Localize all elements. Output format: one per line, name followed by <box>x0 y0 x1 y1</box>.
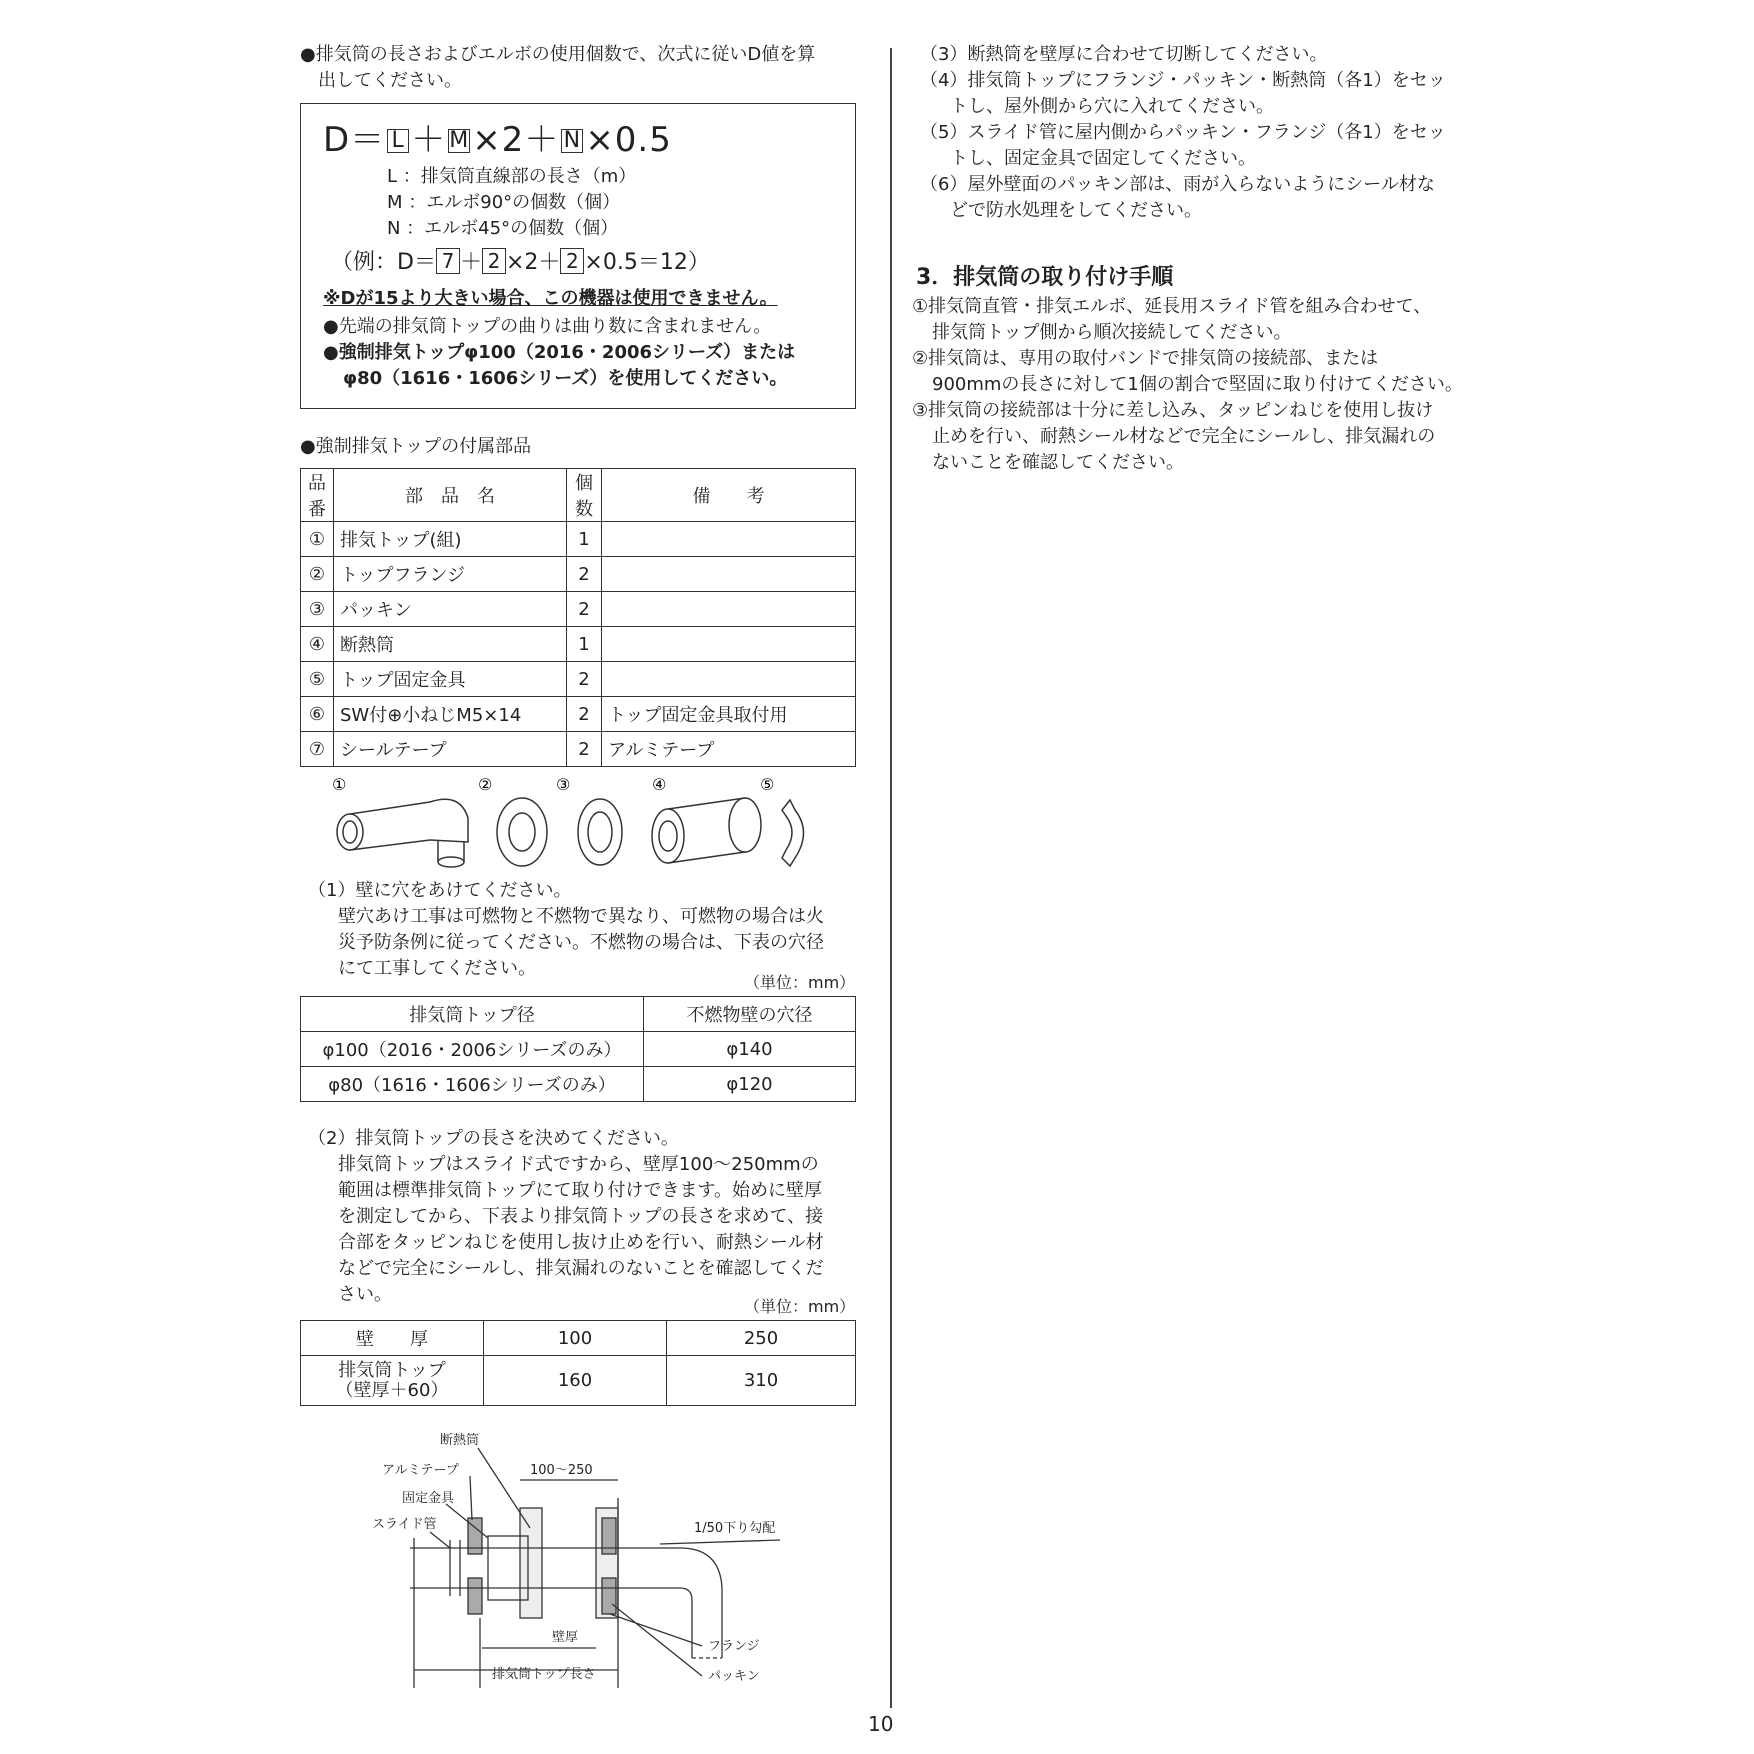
label-flange: フランジ <box>708 1639 760 1654</box>
l-box: L <box>387 129 409 153</box>
bullet-note-2b: φ80（1616・1606シリーズ）を使用してください。 <box>343 368 788 389</box>
procedure-2a: ②排気筒は、専用の取付バンドで排気筒の接続部、または <box>912 348 1379 369</box>
fig-label-4: ④ <box>652 775 667 794</box>
fig-label-1: ① <box>332 775 347 794</box>
header-cell: 備 考 <box>602 469 856 522</box>
def-l: L ：排気筒直線部の長さ（m） <box>387 166 637 187</box>
fig-label-5: ⑤ <box>760 775 775 794</box>
step6-line-1: （6）屋外壁面のパッキン部は、雨が入らないようにシール材な <box>920 174 1435 195</box>
fig-label-2: ② <box>478 775 493 794</box>
label-packing: パッキン <box>708 1669 760 1684</box>
length-table <box>300 1320 856 1406</box>
label-range: 100～250 <box>530 1463 593 1478</box>
m-box: M <box>449 128 470 153</box>
table-row: 壁 厚 100 250 <box>301 1321 856 1356</box>
step3-line-1: （3）断熱筒を壁厚に合わせて切断してください。 <box>920 44 1328 65</box>
step1-body-1: 壁穴あけ工事は可燃物と不燃物で異なり、可燃物の場合は火 <box>338 906 824 927</box>
label-top-length: 排気筒トップ長さ <box>492 1667 596 1682</box>
step1-unit: （単位：mm） <box>744 973 856 992</box>
fig-label-3: ③ <box>556 775 571 794</box>
step4-line-1: （4）排気筒トップにフランジ・パッキン・断熱筒（各1）をセッ <box>920 70 1446 91</box>
header-cell: 品番 <box>301 469 334 522</box>
bullet-note-1: ●先端の排気筒トップの曲りは曲り数に含まれません。 <box>323 316 772 337</box>
table-row: φ80（1616・1606シリーズのみ） φ120 <box>301 1067 856 1102</box>
step5-line-2: トし、固定金具で固定してください。 <box>950 148 1256 169</box>
procedure-1a: ①排気筒直管・排気エルボ、延長用スライド管を組み合わせて、 <box>912 296 1432 317</box>
parts-title: ●強制排気トップの付属部品 <box>300 436 532 457</box>
step6-line-2: どで防水処理をしてください。 <box>950 200 1202 221</box>
procedure-3a: ③排気筒の接続部は十分に差し込み、タッピンねじを使用し抜け <box>912 400 1434 421</box>
step1-body-3: にて工事してください。 <box>338 958 536 979</box>
parts-table <box>300 468 856 767</box>
table-row: φ100（2016・2006シリーズのみ） φ140 <box>301 1032 856 1067</box>
header-cell: 個数 <box>567 469 602 522</box>
hole-table <box>300 996 856 1102</box>
page-number: 10 <box>868 1712 894 1736</box>
insulation-tube-icon <box>652 798 761 863</box>
intro-line-1: ●排気筒の長さおよびエルボの使用個数で、次式に従いD値を算 <box>300 44 816 65</box>
flange-icon <box>497 798 547 866</box>
label-bracket: 固定金具 <box>402 1491 455 1506</box>
step1-title: （1）壁に穴をあけてください。 <box>308 880 572 901</box>
procedure-2b: 900mmの長さに対して1個の割合で堅固に取り付けてください。 <box>932 374 1463 395</box>
step2-body-5: などで完全にシールし、排気漏れのないことを確認してくだ <box>338 1258 824 1279</box>
step2-body-4: 合部をタッピンねじを使用し抜け止めを行い、耐熱シール材 <box>338 1232 824 1253</box>
table-row: ③ パッキン 2 <box>301 592 856 627</box>
step5-line-1: （5）スライド管に屋内側からパッキン・フランジ（各1）をセッ <box>920 122 1446 143</box>
table-header-row <box>301 469 856 522</box>
step2-body-1: 排気筒トップはスライド式ですから、壁厚100～250mmの <box>338 1154 819 1175</box>
parts-illustration <box>320 770 840 880</box>
table-row: ⑤ トップ固定金具 2 <box>301 662 856 697</box>
procedure-1b: 排気筒トップ側から順次接続してください。 <box>932 322 1292 343</box>
formula: D＝ L ＋ M×2＋ N ×0.5 <box>323 120 672 160</box>
formula-box <box>300 103 856 409</box>
step2-unit: （単位：mm） <box>744 1297 856 1316</box>
step2-body-3: を測定してから、下表より排気筒トップの長さを求めて、接 <box>338 1206 824 1227</box>
table-header-row: 排気筒トップ径 不燃物壁の穴径 <box>301 997 856 1032</box>
bullet-note-2a: ●強制排気トップφ100（2016・2006シリーズ）または <box>323 342 796 363</box>
step1-body-2: 災予防条例に従ってください。不燃物の場合は、下表の穴径 <box>338 932 824 953</box>
exhaust-top-icon <box>337 799 468 867</box>
table-row: 排気筒トップ （壁厚＋60） 160 310 <box>301 1356 856 1406</box>
procedure-3b: 止めを行い、耐熱シール材などで完全にシールし、排気漏れの <box>932 426 1436 447</box>
table-row: ④ 断熱筒 1 <box>301 627 856 662</box>
table-row: ② トップフランジ 2 <box>301 557 856 592</box>
table-row: ⑥ SW付⊕小ねじM5×14 2 トップ固定金具取付用 <box>301 697 856 732</box>
step2-body-2: 範囲は標準排気筒トップにて取り付けできます。始めに壁厚 <box>338 1180 823 1201</box>
n-box: N <box>561 129 583 153</box>
section-title: 3．排気筒の取り付け手順 <box>916 265 1174 290</box>
formula-example: （例：D＝ 7 ＋ 2 ×2＋ 2 ×0.5＝12） <box>331 249 710 275</box>
bracket-icon <box>782 800 804 866</box>
table-row: ⑦ シールテープ 2 アルミテープ <box>301 732 856 767</box>
label-wall: 壁厚 <box>552 1630 579 1645</box>
column-divider <box>890 48 892 1708</box>
def-m: M ：エルボ90°の個数（個） <box>387 192 621 213</box>
step2-body-6: さい。 <box>338 1284 392 1305</box>
def-n: N ：エルボ45°の個数（個） <box>387 218 619 239</box>
table-row: ① 排気トップ(組) 1 <box>301 522 856 557</box>
label-slope: 1/50下り勾配 <box>694 1521 776 1536</box>
step2-title: （2）排気筒トップの長さを決めてください。 <box>308 1128 679 1149</box>
step4-line-2: トし、屋外側から穴に入れてください。 <box>950 96 1274 117</box>
label-alu-tape: アルミテープ <box>382 1463 459 1478</box>
procedure-3c: ないことを確認してください。 <box>932 452 1184 473</box>
warning-note: ※Dが15より大きい場合、この機器は使用できません。 <box>323 288 778 309</box>
installation-diagram <box>360 1428 820 1698</box>
packing-icon <box>578 799 622 865</box>
header-cell: 部 品 名 <box>334 469 567 522</box>
label-insulation: 断熱筒 <box>440 1433 480 1448</box>
label-slide: スライド管 <box>372 1517 437 1532</box>
intro-line-2: 出してください。 <box>318 70 462 91</box>
